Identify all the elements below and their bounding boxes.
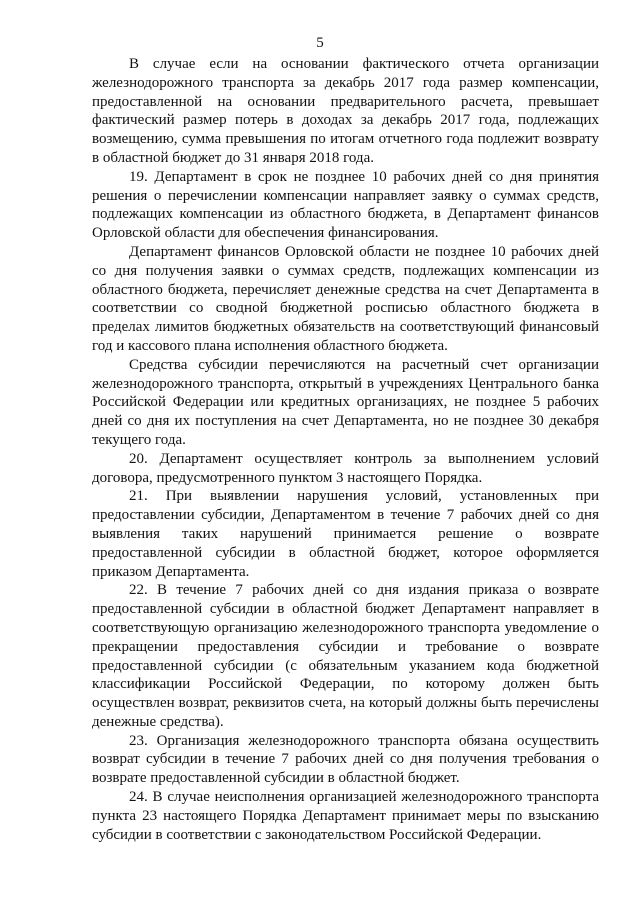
paragraph-subsidy-transfer: Средства субсидии перечисляются на расчетный счет организации железнодорожного транспорта, открытый в учреждениях Центрального банка Российской Федерации или кредитных организациях, не позднее 5 рабочих дней со дня их поступления на счет Департамента, но не позднее 30 декабря текущего года.: [92, 356, 599, 448]
paragraph-19: 19. Департамент в срок не позднее 10 рабочих дней со дня принятия решения о перечислении компенсации направляет заявку о суммах средств, подлежащих компенсации из областного бюджета, в Департамент финансов Орловской области для обеспечения финансирования.: [92, 168, 599, 242]
paragraph-20: 20. Департамент осуществляет контроль за выполнением условий договора, предусмотренного пунктом 3 настоящего Порядка.: [92, 450, 599, 486]
document-body: [92, 55, 599, 844]
paragraph-finance-department: Департамент финансов Орловской области не позднее 10 рабочих дней со дня получения заявки о суммах средств, подлежащих компенсации из областного бюджета, перечисляет денежные средства на счет Департамента в соответствии со сводной бюджетной росписью областного бюджета в пределах лимитов бюджетных обязательств на соответствующий финансовый год и кассового плана исполнения областного бюджета.: [92, 243, 599, 354]
paragraph-21: 21. При выявлении нарушения условий, установленных при предоставлении субсидии, Департаментом в течение 7 рабочих дней со дня выявления таких нарушений принимается решение о возврате предоставленной субсидии в областной бюджет, которое оформляется приказом Департамента.: [92, 488, 599, 580]
page-number: 5: [316, 35, 324, 51]
paragraph-24: 24. В случае неисполнения организацией железнодорожного транспорта пункта 23 настоящего Порядка Департамент принимает меры по взысканию субсидии в соответствии с законодательством Российской Федерации.: [92, 789, 599, 843]
paragraph-compensation-excess: В случае если на основании фактического отчета организации железнодорожного транспорта за декабрь 2017 года размер компенсации, предоставленной на основании предварительного расчета, превышает фактический размер потерь в доходах за декабрь 2017 года, подлежащих возмещению, сумма превышения по итогам отчетного года подлежит возврату в областной бюджет до 31 января 2018 года.: [92, 56, 599, 166]
paragraph-23: 23. Организация железнодорожного транспорта обязана осуществить возврат субсидии в течение 7 рабочих дней со дня получения требования о возврате предоставленной субсидии в областной бюджет.: [92, 732, 599, 787]
paragraph-22: 22. В течение 7 рабочих дней со дня издания приказа о возврате предоставленной субсидии в областной бюджет Департамент направляет в соответствующую организацию железнодорожного транспорта уведомление о прекращении предоставления субсидии и требование о возврате предоставленной субсидии (с обязательным указанием кода бюджетной классификации Российской Федерации, по которому должен быть осуществлен возврат, реквизитов счета, на который должны быть перечислены денежные средства).: [92, 582, 599, 730]
